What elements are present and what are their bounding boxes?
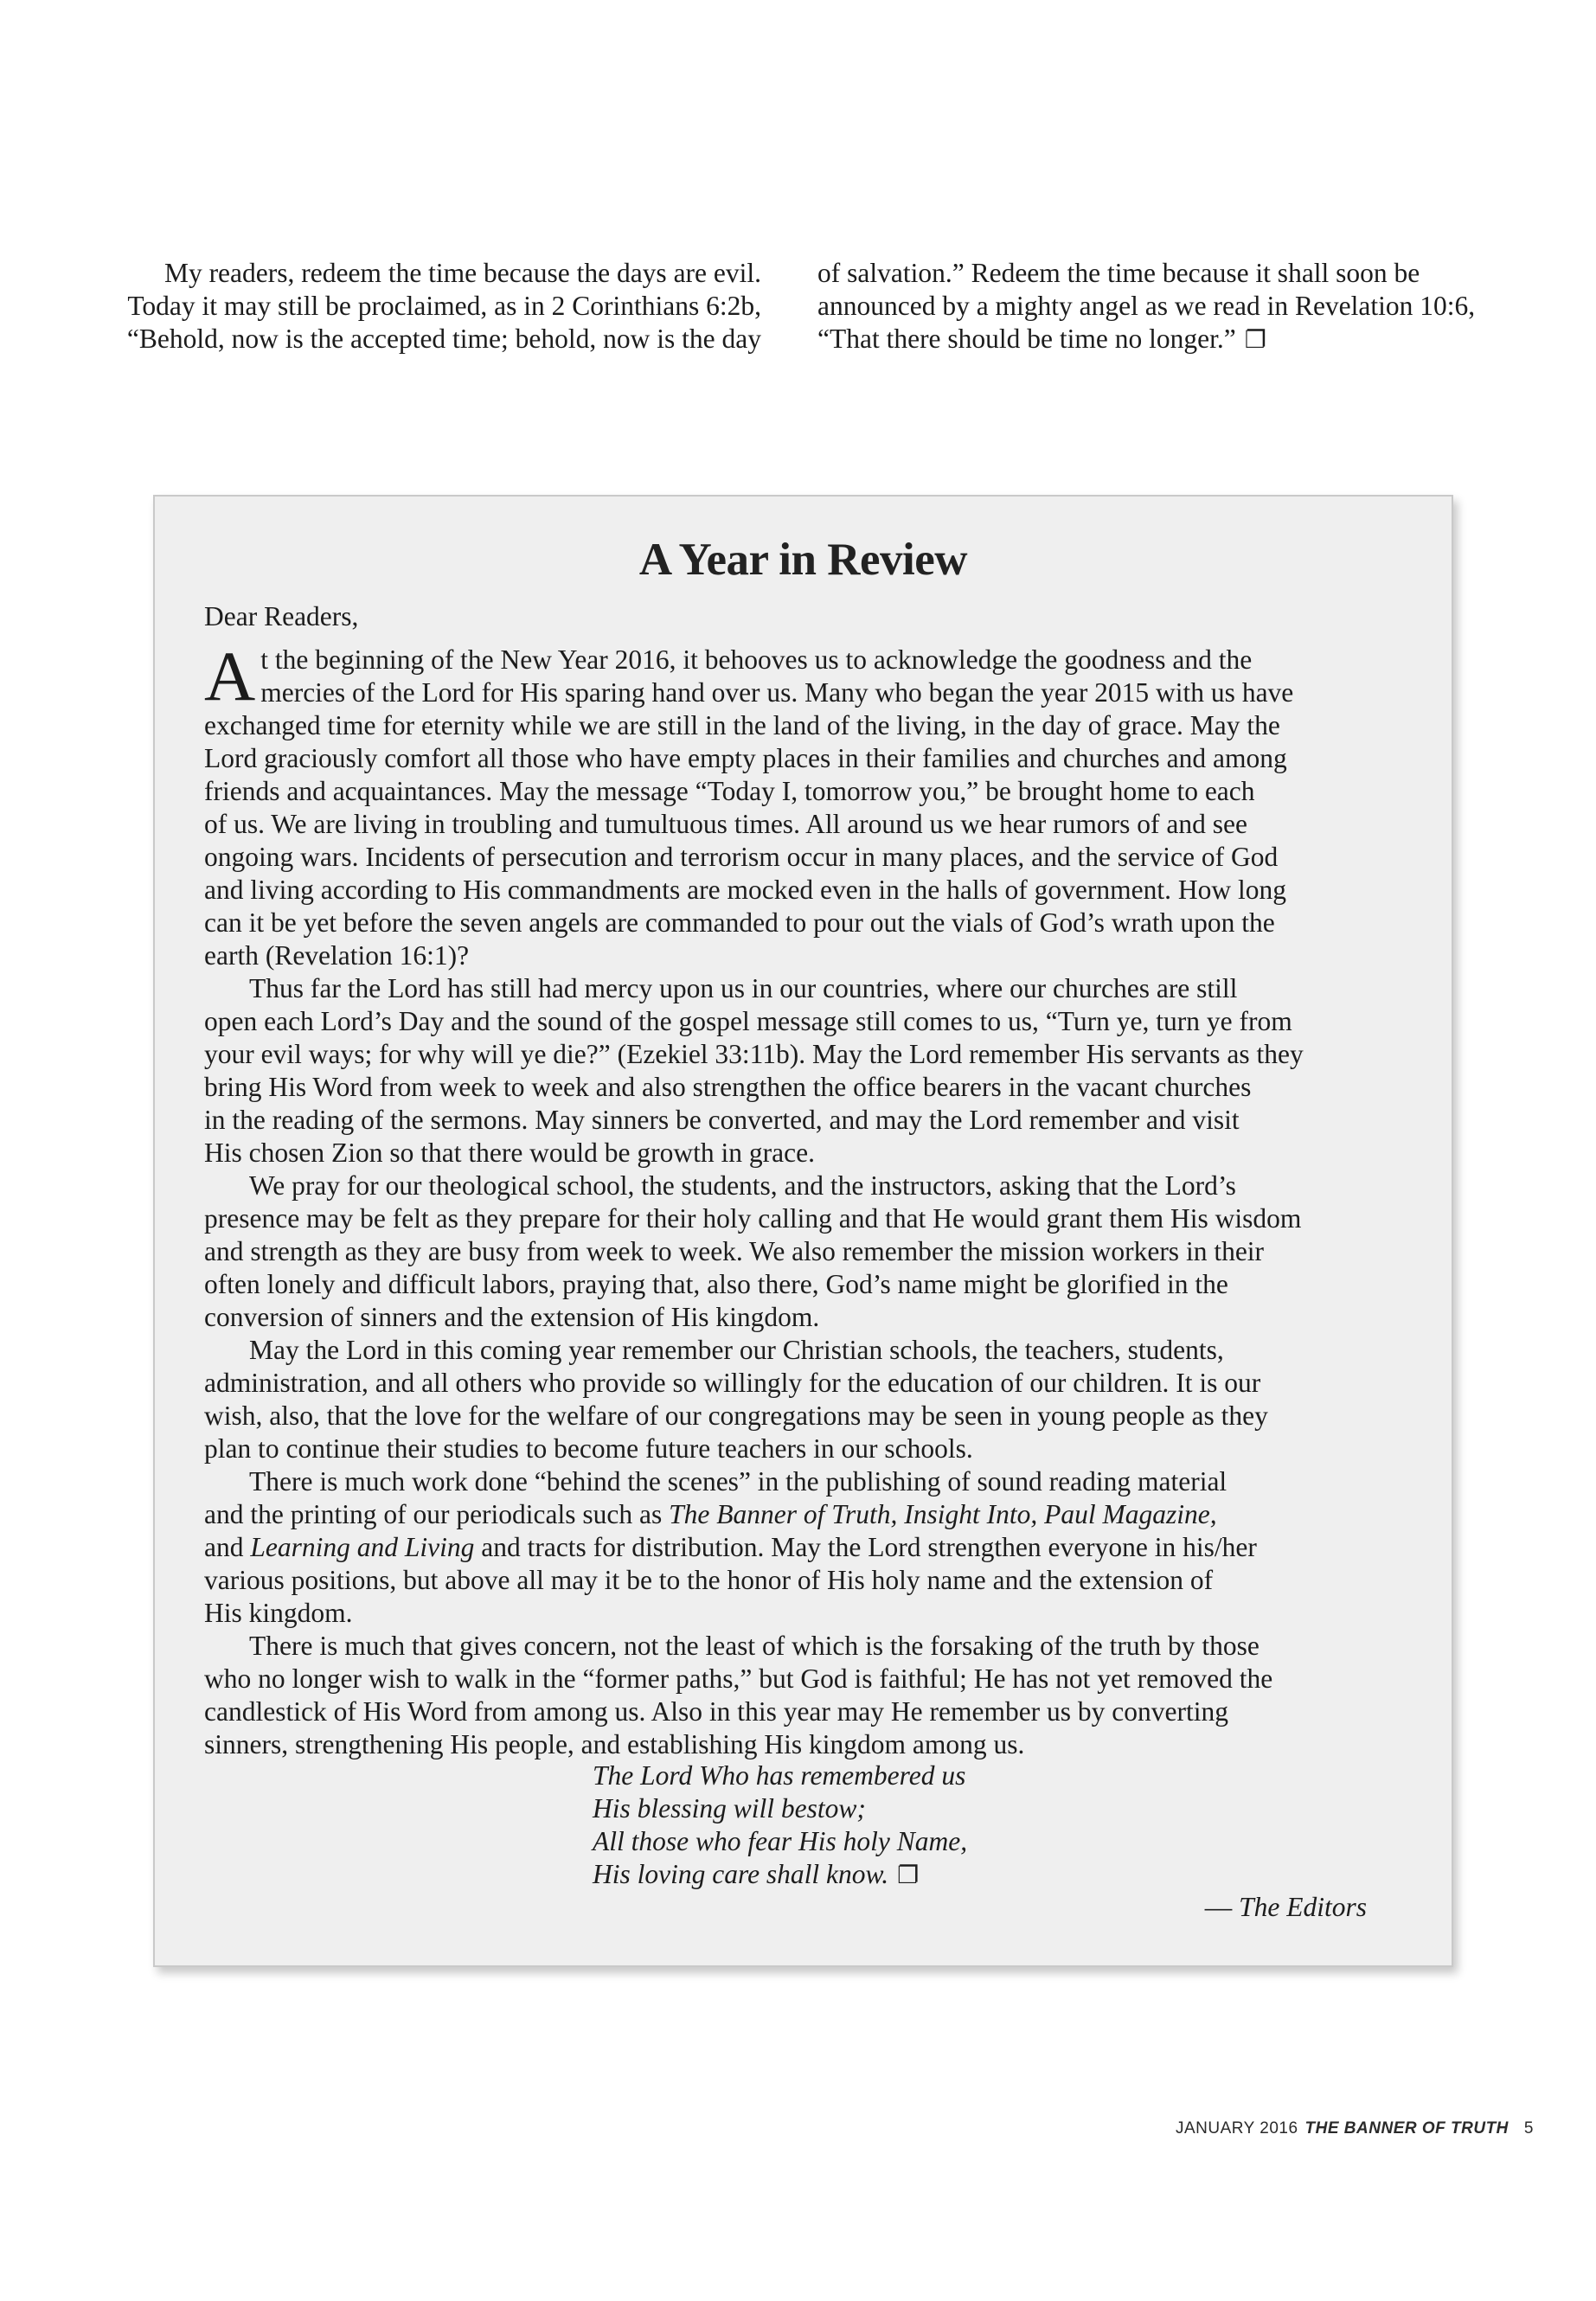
body-line: administration, and all others who provide so willingly for the education of our children. It is our <box>204 1368 1261 1398</box>
intro-left-line: Today it may still be proclaimed, as in 2 Corinthians 6:2b, <box>127 291 761 321</box>
intro-right-column <box>817 257 1535 357</box>
body-line: Lord graciously comfort all those who have empty places in their families and churches and among <box>204 743 1287 773</box>
body-line: candlestick of His Word from among us. Also in this year may He remember us by converting <box>204 1696 1229 1727</box>
page-number: 5 <box>1523 2119 1534 2138</box>
intro-right-line: of salvation.” Redeem the time because it shall soon be <box>817 258 1420 288</box>
body-line: t the beginning of the New Year 2016, it behooves us to acknowledge the goodness and the <box>260 644 1253 675</box>
body-line: May the Lord in this coming year remember our Christian schools, the teachers, students, <box>249 1335 1224 1365</box>
body-line: ongoing wars. Incidents of persecution and terrorism occur in many places, and the service of God <box>204 842 1279 872</box>
body-line: of us. We are living in troubling and tumultuous times. All around us we hear rumors of and see <box>204 809 1247 839</box>
body-line: earth (Revelation 16:1)? <box>204 940 470 971</box>
body-line: can it be yet before the seven angels are commanded to pour out the vials of God’s wrath upon the <box>204 907 1275 938</box>
box-body <box>204 637 1415 1761</box>
poem-line-text: His loving care shall know. <box>593 1859 889 1889</box>
open-box-icon: ❐ <box>897 1862 920 1889</box>
body-line: His kingdom. <box>204 1598 353 1628</box>
poem-line: The Lord Who has remembered us <box>593 1760 966 1791</box>
box-title: A Year in Review <box>638 535 968 585</box>
closing-poem <box>593 1759 967 1893</box>
body-line: sinners, strengthening His people, and establishing His kingdom among us. <box>204 1729 1025 1759</box>
poem-line: All those who fear His holy Name, <box>593 1826 968 1856</box>
body-line: your evil ways; for why will ye die?” (Ezekiel 33:11b). May the Lord remember His servants as they <box>204 1039 1304 1069</box>
periodical-titles: The Banner of Truth, Insight Into, Paul Magazine, <box>669 1499 1217 1529</box>
drop-cap: A <box>204 637 256 715</box>
body-line: and strength as they are busy from week to week. We also remember the mission workers in their <box>204 1236 1265 1266</box>
body-line-text: and tracts for distribution. May the Lord strengthen everyone in his/her <box>474 1532 1257 1562</box>
footer-publication: THE BANNER OF TRUTH <box>1304 2119 1509 2138</box>
body-line: We pray for our theological school, the students, and the instructors, asking that the Lord’s <box>249 1170 1236 1201</box>
body-line: Thus far the Lord has still had mercy upon us in our countries, where our churches are still <box>249 973 1238 1003</box>
body-line: and living according to His commandments are mocked even in the halls of government. How long <box>204 875 1286 905</box>
body-line: presence may be felt as they prepare for their holy calling and that He would grant them His wisdom <box>204 1203 1302 1234</box>
open-box-icon: ❐ <box>1244 327 1266 354</box>
body-line: often lonely and difficult labors, praying that, also there, God’s name might be glorified in the <box>204 1269 1228 1299</box>
intro-right-line: announced by a mighty angel as we read in Revelation 10:6, <box>817 291 1476 321</box>
body-line: who no longer wish to walk in the “former paths,” but God is faithful; He has not yet removed the <box>204 1663 1273 1694</box>
body-line <box>204 1531 1415 1564</box>
intro-left-line: “Behold, now is the accepted time; behold, now is the day <box>126 324 761 354</box>
body-line: in the reading of the sermons. May sinners be converted, and may the Lord remember and visit <box>204 1105 1240 1135</box>
intro-left-column <box>69 257 761 356</box>
poem-line <box>593 1858 967 1893</box>
salutation: Dear Readers, <box>204 601 359 631</box>
body-line: His chosen Zion so that there would be growth in grace. <box>204 1138 815 1168</box>
page-footer <box>1176 2119 1534 2138</box>
body-line-text: and the printing of our periodicals such as <box>204 1499 670 1529</box>
body-line: various positions, but above all may it be to the honor of His holy name and the extension of <box>204 1565 1214 1595</box>
body-line: wish, also, that the love for the welfare of our congregations may be seen in young people as they <box>204 1400 1268 1431</box>
body-line: mercies of the Lord for His sparing hand over us. Many who began the year 2015 with us have <box>260 677 1294 708</box>
periodical-title: Learning and Living <box>250 1532 475 1562</box>
signature-name: The Editors <box>1239 1892 1367 1922</box>
body-line: exchanged time for eternity while we are still in the land of the living, in the day of grace. May the <box>204 710 1280 740</box>
poem-line: His blessing will bestow; <box>593 1793 866 1823</box>
body-line: plan to continue their studies to become future teachers in our schools. <box>204 1433 973 1464</box>
body-line-text: and <box>204 1532 251 1562</box>
signature-dash: — <box>1204 1892 1240 1922</box>
footer-issue: JANUARY 2016 <box>1175 2119 1298 2138</box>
body-line: open each Lord’s Day and the sound of the gospel message still comes to us, “Turn ye, turn ye from <box>204 1006 1292 1036</box>
paragraph-1-opening <box>204 637 1415 715</box>
body-line: conversion of sinners and the extension of His kingdom. <box>204 1302 820 1332</box>
intro-right-line <box>817 323 1535 357</box>
signature <box>1205 1891 1367 1924</box>
body-line: friends and acquaintances. May the message “Today I, tomorrow you,” be brought home to each <box>204 776 1255 806</box>
intro-right-line-text: “That there should be time no longer.” <box>817 324 1236 354</box>
year-in-review-box <box>153 495 1453 1967</box>
body-line: bring His Word from week to week and also strengthen the office bearers in the vacant churches <box>204 1072 1252 1102</box>
body-line: There is much work done “behind the scenes” in the publishing of sound reading material <box>249 1466 1227 1497</box>
intro-left-line: My readers, redeem the time because the days are evil. <box>163 258 761 288</box>
body-line: There is much that gives concern, not the least of which is the forsaking of the truth by those <box>249 1631 1259 1661</box>
body-line <box>204 1498 1415 1531</box>
